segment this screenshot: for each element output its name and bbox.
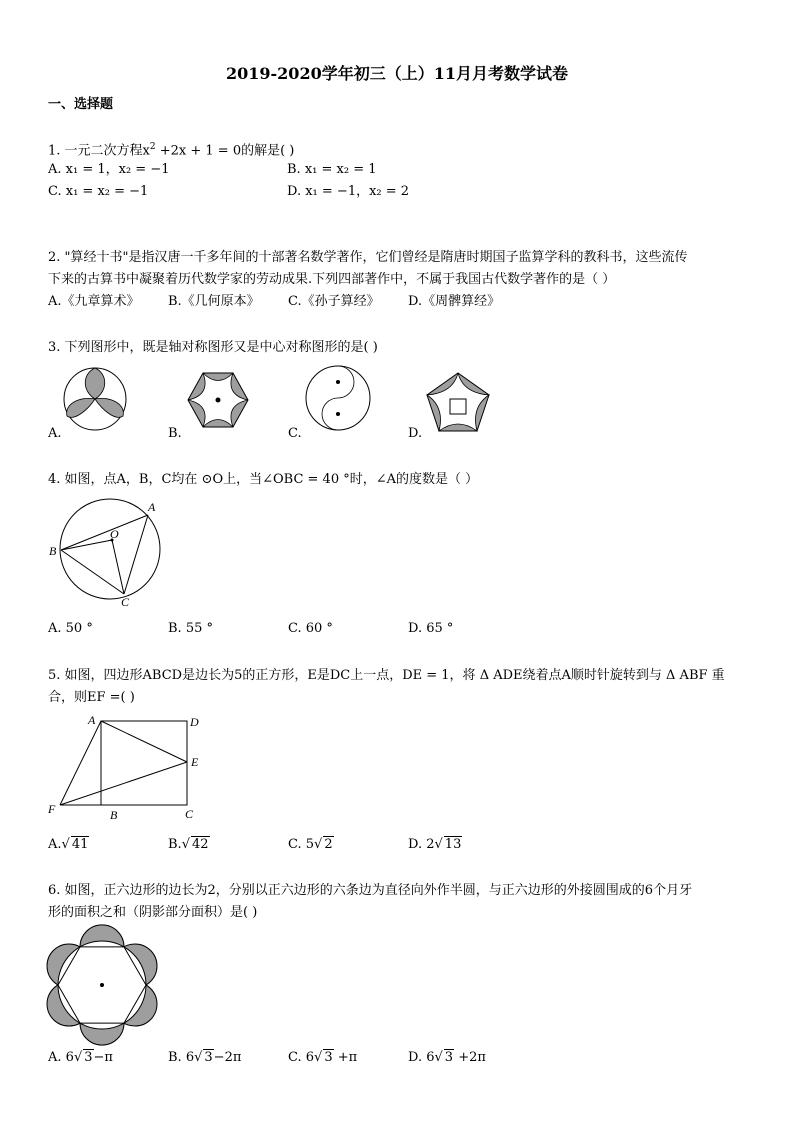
q4-label-a: A (148, 500, 156, 514)
q5-stem-line1: 5. 如图，四边形ABCD是边长为5的正方形，E是DC上一点，DE = 1，将 Δ ADE绕着点A顺时针旋转到与 Δ ABF 重 (48, 668, 725, 683)
q1-stem: 1. 一元二次方程$x^2 +2x + 1 = 0$的解是( ) (48, 142, 295, 159)
q3-option-b[interactable]: B. (168, 426, 182, 441)
q3-figure-d (425, 371, 491, 433)
q5-label-a: A (88, 713, 96, 727)
q4-circle-figure (44, 498, 168, 610)
q5-option-b[interactable]: B.√ 42 (168, 837, 209, 852)
q4-option-d[interactable]: D. 65 ° (408, 621, 454, 636)
q5-label-f: F (48, 802, 56, 816)
q2-stem-line1: 2. "算经十书"是指汉唐一千多年间的十部著名数学著作，它们曾经是隋唐时期国子监算学科的教科书，这些流传 (48, 250, 688, 265)
q4-label-c: C (121, 595, 130, 609)
q4-label-b: B (49, 544, 57, 558)
q3-option-c[interactable]: C. (288, 426, 302, 441)
q3-figure-a (62, 366, 128, 432)
q6-stem-line2: 形的面积之和（阴影部分面积）是( ) (48, 905, 258, 920)
q2-option-d[interactable]: D.《周髀算经》 (408, 294, 501, 309)
q5-option-a[interactable]: A.√ 41 (48, 837, 89, 852)
section-heading: 一、选择题 (48, 97, 114, 112)
q3-figure-c (305, 365, 371, 431)
q4-stem: 4. 如图，点A，B，C均在 ⊙O上，当∠OBC = 40 °时，∠A的度数是（ ） (48, 472, 479, 487)
q5-label-d: D (190, 715, 199, 729)
q6-option-a[interactable]: A. 6√ 3−π (48, 1050, 113, 1065)
q5-stem-line2: 合，则EF =( ) (48, 690, 135, 705)
q2-stem-line2: 下来的古算书中凝聚着历代数学家的劳动成果.下列四部著作中，不属于我国古代数学著作的是（ ） (48, 272, 616, 287)
q5-label-e: E (191, 755, 199, 769)
q4-label-o: O (110, 527, 119, 541)
q5-option-d[interactable]: D. 2√ 13 (408, 837, 462, 852)
q2-option-b[interactable]: B.《几何原本》 (168, 294, 260, 309)
q3-stem: 3. 下列图形中，既是轴对称图形又是中心对称图形的是( ) (48, 340, 378, 355)
q3-option-d[interactable]: D. (408, 426, 423, 441)
q2-option-c[interactable]: C.《孙子算经》 (288, 294, 380, 309)
q2-option-a[interactable]: A.《九章算术》 (48, 294, 140, 309)
q5-square-figure (44, 711, 214, 823)
page-title: 2019-2020学年初三（上）11月月考数学试卷 (226, 64, 568, 83)
q4-option-b[interactable]: B. 55 ° (168, 621, 213, 636)
q6-stem-line1: 6. 如图，正六边形的边长为2，分别以正六边形的六条边为直径向外作半圆，与正六边形的外接圆围成的6个月牙 (48, 883, 693, 898)
q5-label-c: C (185, 807, 194, 821)
q6-hexagon-figure (46, 922, 160, 1046)
q3-option-a[interactable]: A. (48, 426, 62, 441)
q4-option-c[interactable]: C. 60 ° (288, 621, 333, 636)
q6-option-c[interactable]: C. 6√ 3 +π (288, 1050, 358, 1065)
q6-option-d[interactable]: D. 6√ 3 +2π (408, 1050, 486, 1065)
q3-figure-b (186, 371, 250, 429)
q6-option-b[interactable]: B. 6√ 3−2π (168, 1050, 242, 1065)
q5-option-c[interactable]: C. 5√ 2 (288, 837, 333, 852)
q1-option-b[interactable]: B. x₁ = x₂ = 1 (287, 162, 377, 177)
q1-option-a[interactable]: A. x₁ = 1，x₂ = −1 (48, 162, 170, 177)
q1-option-c[interactable]: C. x₁ = x₂ = −1 (48, 184, 149, 199)
q4-option-a[interactable]: A. 50 ° (48, 621, 93, 636)
q5-label-b: B (110, 808, 118, 822)
q1-option-d[interactable]: D. x₁ = −1，x₂ = 2 (287, 184, 410, 199)
